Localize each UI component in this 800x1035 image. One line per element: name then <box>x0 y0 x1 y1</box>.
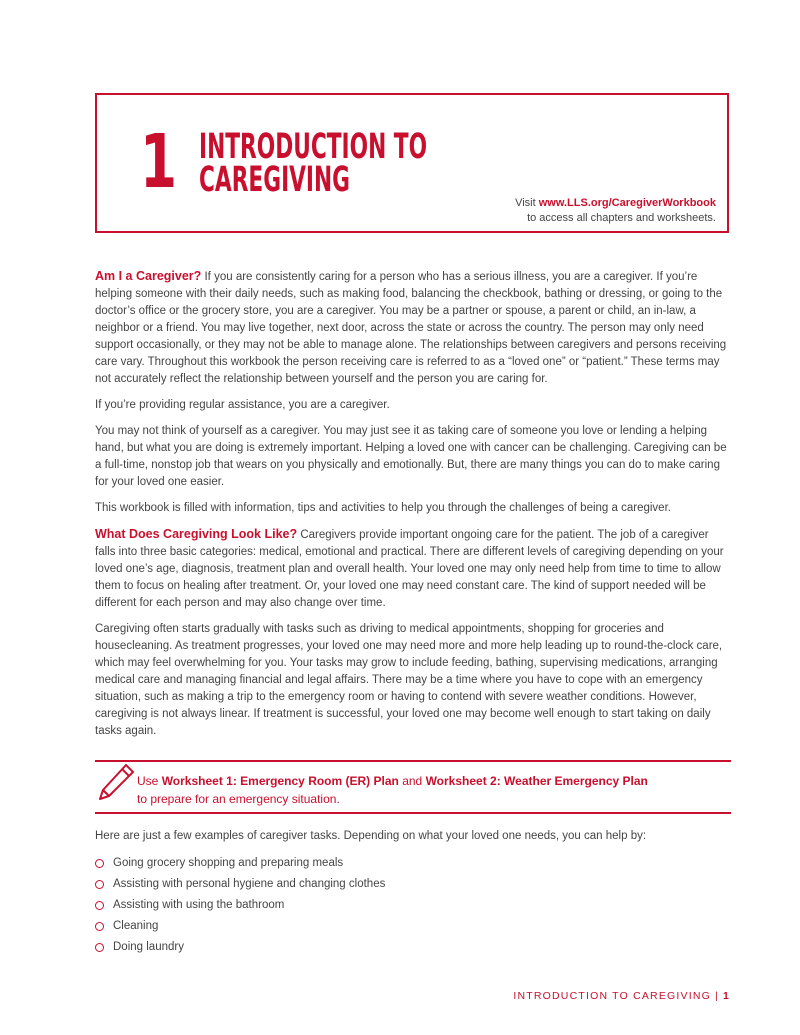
chapter-number: 1 <box>140 119 178 205</box>
worksheet-1-link[interactable]: Worksheet 1: Emergency Room (ER) Plan <box>161 774 399 788</box>
tasks-intro: Here are just a few examples of caregiver tasks. Depending on what your loved one needs, you can help by: <box>95 830 647 842</box>
p1-text: If you are consistently caring for a person who has a serious illness, you are a caregiver. If you’re helping someone with their daily needs, such as making food, balancing the checkbook, bathing or dressing, or going to the doctor’s office or the grocery store, you are a caregiver. You may be a partner or spouse, a parent or child, an in-law, a neighbor or a friend. You may live together, next door, across the state or across the country. The person may only need support occasionally, or they may not be able to manage alone. The relationships between caregivers and persons receiving care vary. Throughout this workbook the person receiving care is referred to as a “loved one” or “patient.” These terms may not accurately reflect the relationship between yourself and the person you are caring for. <box>95 271 727 385</box>
chapter-title-line2: CAREGIVING <box>199 160 350 200</box>
page-footer <box>513 990 730 1002</box>
task-text: Doing laundry <box>113 941 184 953</box>
visit-prefix: Visit <box>515 197 539 209</box>
chapter-title <box>199 127 428 200</box>
worksheet-2-link[interactable]: Worksheet 2: Weather Emergency Plan <box>425 774 648 788</box>
visit-link[interactable]: www.LLS.org/CaregiverWorkbook <box>538 197 716 209</box>
task-list <box>95 853 385 958</box>
task-text: Going grocery shopping and preparing meals <box>113 857 344 869</box>
task-text: Cleaning <box>113 920 159 932</box>
callout-text <box>137 772 657 808</box>
paragraph-workbook: This workbook is filled with information, tips and activities to help you through the challenges of being a caregiver. <box>95 502 671 514</box>
bullet-circle-icon <box>95 859 104 868</box>
list-item <box>95 937 385 958</box>
list-item <box>95 853 385 874</box>
bullet-circle-icon <box>95 922 104 931</box>
footer-separator: | <box>715 990 719 1002</box>
callout-rest: to prepare for an emergency situation. <box>137 792 340 806</box>
callout-and: and <box>398 774 426 788</box>
visit-suffix: to access all chapters and worksheets. <box>527 212 716 224</box>
bullet-circle-icon <box>95 943 104 952</box>
paragraph-what-caregiving-looks-like <box>95 526 728 612</box>
paragraph-caregiving-starts: Caregiving often starts gradually with tasks such as driving to medical appointments, shopping for groceries and housecleaning. As treatment progresses, your loved one may need more and more help leading up to round-the-clock care, which may feel overwhelming for you. Your tasks may grow to include feeding, bathing, supervising medications, arranging medical care and managing financial and legal affairs. There may be a time where you have to cope with an emergency situation, such as making a trip to the emergency room or having to contend with severe weather conditions. However, caregiving is not always linear. If treatment is successful, your loved one may become well enough to start taking on daily tasks again. <box>95 623 723 737</box>
task-text: Assisting with using the bathroom <box>113 899 285 911</box>
worksheet-callout <box>95 760 731 814</box>
bullet-circle-icon <box>95 901 104 910</box>
paragraph-regular-assistance: If you’re providing regular assistance, you are a caregiver. <box>95 399 390 411</box>
list-item <box>95 895 385 916</box>
paragraph-am-i-caregiver <box>95 268 728 388</box>
paragraph-not-think-caregiver: You may not think of yourself as a caregiver. You may just see it as taking care of someone you love or lending a helping hand, but what you are doing is extremely important. Helping a loved one with cancer can be challenging. Caregiving can be a full-time, nonstop job that wears on you physically and emotionally. But, there are many things you can do to make caring for your loved one easier. <box>95 425 727 488</box>
footer-section: INTRODUCTION TO CAREGIVING <box>513 990 712 1002</box>
pencil-icon <box>96 762 136 807</box>
p5-text: Caregivers provide important ongoing care for the patient. The job of a caregiver falls into three basic categories: medical, emotional and practical. There are different levels of caregiving depending on your loved one’s age, diagnosis, treatment plan and overall health. Your loved one may only need help from time to time to allow them to focus on healing after treatment. Or, your loved one may need constant care. The kind of support needed will be different for each person and may also change over time. <box>95 529 724 609</box>
body-text <box>95 268 728 749</box>
page-number: 1 <box>722 990 730 1002</box>
chapter-title-line1: INTRODUCTION TO <box>199 127 428 167</box>
callout-use: Use <box>137 774 162 788</box>
heading-what-caregiving-looks-like: What Does Caregiving Look Like? <box>95 527 298 541</box>
heading-am-i-caregiver: Am I a Caregiver? <box>95 269 202 283</box>
list-item <box>95 916 385 937</box>
list-item <box>95 874 385 895</box>
bullet-circle-icon <box>95 880 104 889</box>
visit-note <box>515 196 716 226</box>
task-text: Assisting with personal hygiene and changing clothes <box>113 878 386 890</box>
